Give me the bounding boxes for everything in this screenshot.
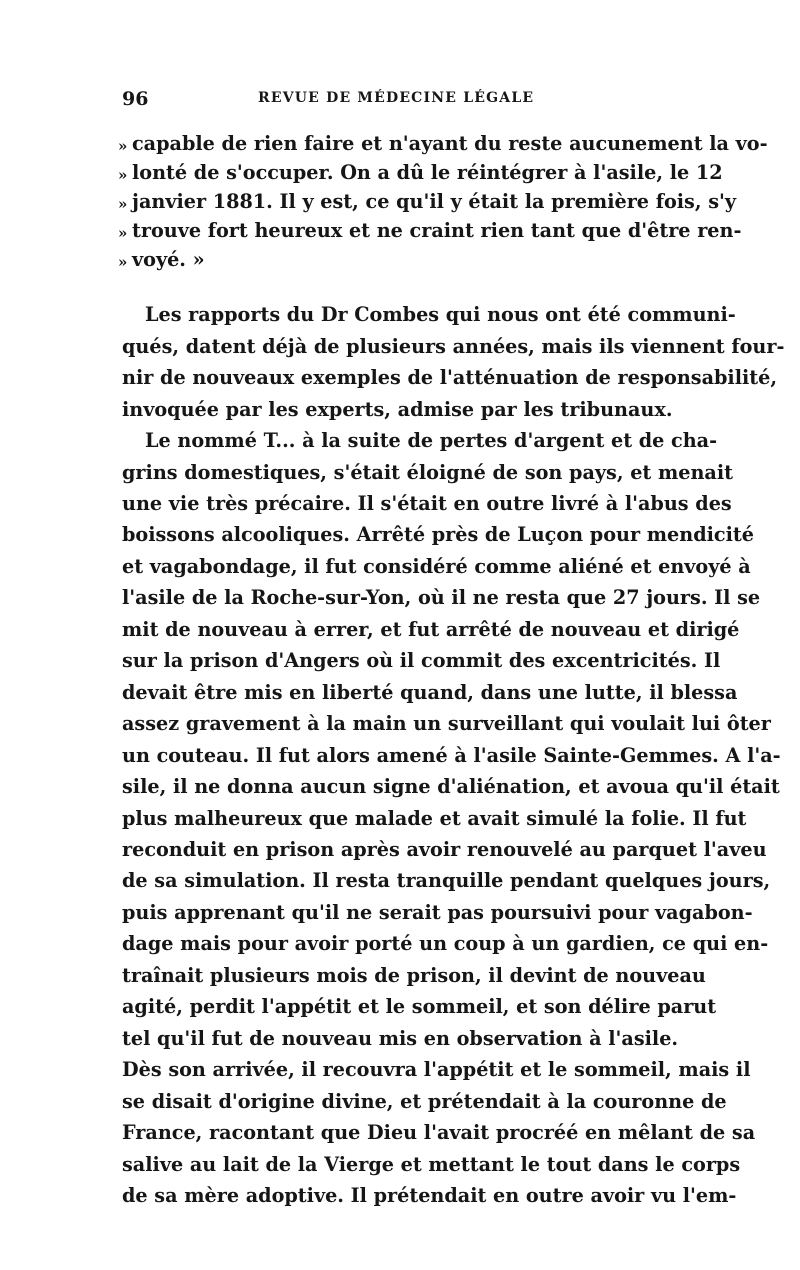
text-line: plus malheureux que malade et avait simulé la folie. Il fut (122, 807, 747, 830)
text-line: reconduit en prison après avoir renouvelé au parquet l'aveu (122, 838, 767, 861)
text-line: nir de nouveaux exemples de l'atténuation de responsabilité, (122, 366, 778, 389)
text-line: Dès son arrivée, il recouvra l'appétit et le sommeil, mais il (122, 1058, 751, 1081)
quote-mark: » (118, 166, 128, 184)
text-line: de sa simulation. Il resta tranquille pendant quelques jours, (122, 869, 771, 892)
quote-mark: » (118, 137, 128, 155)
text-line: agité, perdit l'appétit et le sommeil, et son délire parut (122, 995, 717, 1018)
text-line: dage mais pour avoir porté un coup à un gardien, ce qui en- (122, 932, 769, 955)
quote-line: voyé. » (132, 248, 205, 271)
text-line: une vie très précaire. Il s'était en outre livré à l'abus des (122, 492, 732, 515)
text-line: invoquée par les experts, admise par les tribunaux. (122, 398, 673, 421)
text-line: un couteau. Il fut alors amené à l'asile Sainte-Gemmes. A l'a- (122, 744, 781, 767)
page-header (118, 88, 678, 118)
text-line: traînait plusieurs mois de prison, il devint de nouveau (122, 964, 706, 987)
text-line: l'asile de la Roche-sur-Yon, où il ne resta que 27 jours. Il se (122, 586, 761, 609)
text-line: de sa mère adoptive. Il prétendait en outre avoir vu l'em- (122, 1184, 737, 1207)
text-line: assez gravement à la main un surveillant qui voulait lui ôter (122, 712, 771, 735)
text-line: devait être mis en liberté quand, dans une lutte, il blessa (122, 681, 738, 704)
quote-line: capable de rien faire et n'ayant du reste aucunement la vo- (132, 132, 768, 155)
quote-line: janvier 1881. Il y est, ce qu'il y était la première fois, s'y (132, 190, 737, 213)
quote-mark: » (118, 224, 128, 242)
text-line: salive au lait de la Vierge et mettant le tout dans le corps (122, 1153, 741, 1176)
text-line: mit de nouveau à errer, et fut arrêté de nouveau et dirigé (122, 618, 740, 641)
text-line: tel qu'il fut de nouveau mis en observation à l'asile. (122, 1027, 679, 1050)
quote-mark: » (118, 253, 128, 271)
text-line: sile, il ne donna aucun signe d'aliénation, et avoua qu'il était (122, 775, 780, 798)
page-number: 96 (122, 88, 149, 110)
text-line: puis apprenant qu'il ne serait pas poursuivi pour vagabon- (122, 901, 753, 924)
text-line: qués, datent déjà de plusieurs années, mais ils viennent four- (122, 335, 785, 358)
text-line: se disait d'origine divine, et prétendait à la couronne de (122, 1090, 727, 1113)
text-line: et vagabondage, il fut considéré comme aliéné et envoyé à (122, 555, 751, 578)
text-line: grins domestiques, s'était éloigné de son pays, et menait (122, 461, 734, 484)
running-title: REVUE DE MÉDECINE LÉGALE (258, 90, 535, 106)
quote-line: trouve fort heureux et ne craint rien tant que d'être ren- (132, 219, 742, 242)
text-line: boissons alcooliques. Arrêté près de Luçon pour mendicité (122, 523, 754, 546)
quote-mark: » (118, 195, 128, 213)
quote-line: lonté de s'occuper. On a dû le réintégrer à l'asile, le 12 (132, 161, 723, 184)
text-line: Le nommé T... à la suite de pertes d'argent et de cha- (145, 429, 718, 452)
text-line: sur la prison d'Angers où il commit des excentricités. Il (122, 649, 721, 672)
text-line: France, racontant que Dieu l'avait procréé en mêlant de sa (122, 1121, 756, 1144)
text-line: Les rapports du Dr Combes qui nous ont été communi- (145, 303, 736, 326)
